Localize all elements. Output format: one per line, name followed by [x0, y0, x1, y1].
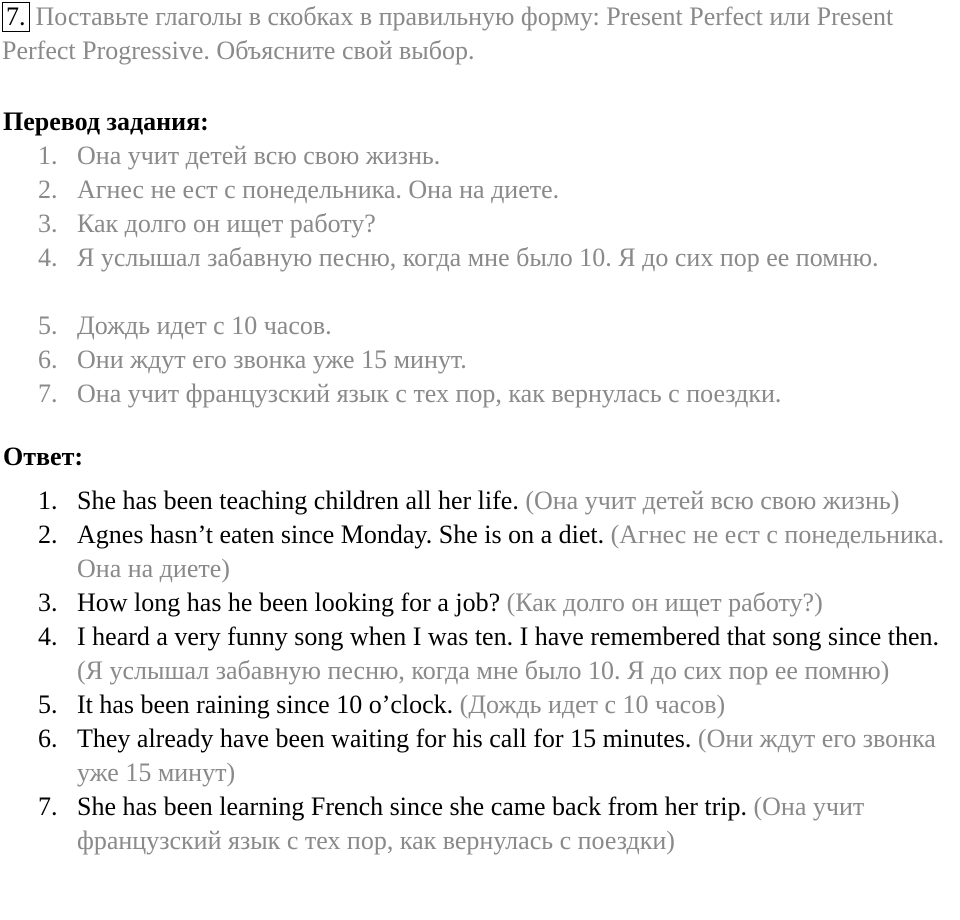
answer-english: She has been teaching children all her life.: [77, 486, 519, 515]
translation-item: [0, 377, 950, 411]
item-number: 7.: [38, 379, 58, 408]
translation-item: [0, 207, 950, 241]
translation-list: [0, 139, 950, 411]
item-number: 7.: [38, 792, 58, 821]
answer-english: It has been raining since 10 o’clock.: [77, 690, 454, 719]
item-number: 3.: [38, 588, 58, 617]
translation-title: Перевод задания:: [3, 107, 209, 136]
item-text: Я услышал забавную песню, когда мне было 10. Я до сих пор ее помню.: [77, 243, 879, 272]
answer-item: [0, 688, 950, 722]
item-number: 2.: [38, 520, 58, 549]
item-number: 1.: [38, 486, 58, 515]
task-number: 7.: [2, 2, 30, 32]
translation-item: [0, 139, 950, 173]
answer-russian: (Дождь идет с 10 часов): [459, 690, 726, 719]
item-number: 4.: [38, 243, 58, 272]
task-instruction-text: Поставьте глаголы в скобках в правильную форму: Present Perfect или Present Perfect Progressive. Объясните свой выбор.: [2, 2, 894, 65]
task-instruction: [2, 0, 952, 68]
answer-item: [0, 722, 950, 790]
answer-english: Agnes hasn’t eaten since Monday. She is on a diet.: [77, 520, 605, 549]
answer-english: I heard a very funny song when I was ten. I have remembered that song since then.: [77, 622, 940, 651]
item-text: Агнес не ест с понедельника. Она на диете.: [77, 175, 560, 204]
answer-item: [0, 620, 950, 688]
answer-russian: (Я услышал забавную песню, когда мне было 10. Я до сих пор ее помню): [77, 656, 890, 685]
answer-item: [0, 790, 950, 858]
item-number: 3.: [38, 209, 58, 238]
item-text: Она учит детей всю свою жизнь.: [77, 141, 441, 170]
translation-item: [0, 173, 950, 207]
answer-russian: (Она учит французский язык с тех пор, как вернулась с поездки): [77, 792, 865, 855]
answer-item: [0, 484, 950, 518]
item-number: 4.: [38, 622, 58, 651]
answer-russian: (Они ждут его звонка уже 15 минут): [77, 724, 936, 787]
answer-item: [0, 518, 950, 586]
translation-item: [0, 343, 950, 377]
answer-title: Ответ:: [3, 442, 84, 471]
translation-item: [0, 241, 950, 309]
answer-russian: (Она учит детей всю свою жизнь): [525, 486, 900, 515]
answer-russian: (Как долго он ищет работу?): [506, 588, 823, 617]
item-text: Как долго он ищет работу?: [77, 209, 376, 238]
answer-item: [0, 586, 950, 620]
item-number: 5.: [38, 690, 58, 719]
item-number: 2.: [38, 175, 58, 204]
translation-item: [0, 309, 950, 343]
item-number: 6.: [38, 724, 58, 753]
item-number: 1.: [38, 141, 58, 170]
item-text: Они ждут его звонка уже 15 минут.: [77, 345, 467, 374]
item-number: 6.: [38, 345, 58, 374]
item-text: Она учит французский язык с тех пор, как вернулась с поездки.: [77, 379, 782, 408]
item-number: 5.: [38, 311, 58, 340]
answer-english: She has been learning French since she came back from her trip.: [77, 792, 747, 821]
item-text: Дождь идет с 10 часов.: [77, 311, 332, 340]
answer-list: [0, 484, 950, 858]
answer-english: They already have been waiting for his call for 15 minutes.: [77, 724, 692, 753]
answer-english: How long has he been looking for a job?: [77, 588, 501, 617]
answer-russian: (Агнес не ест с понедельника. Она на диете): [77, 520, 945, 583]
